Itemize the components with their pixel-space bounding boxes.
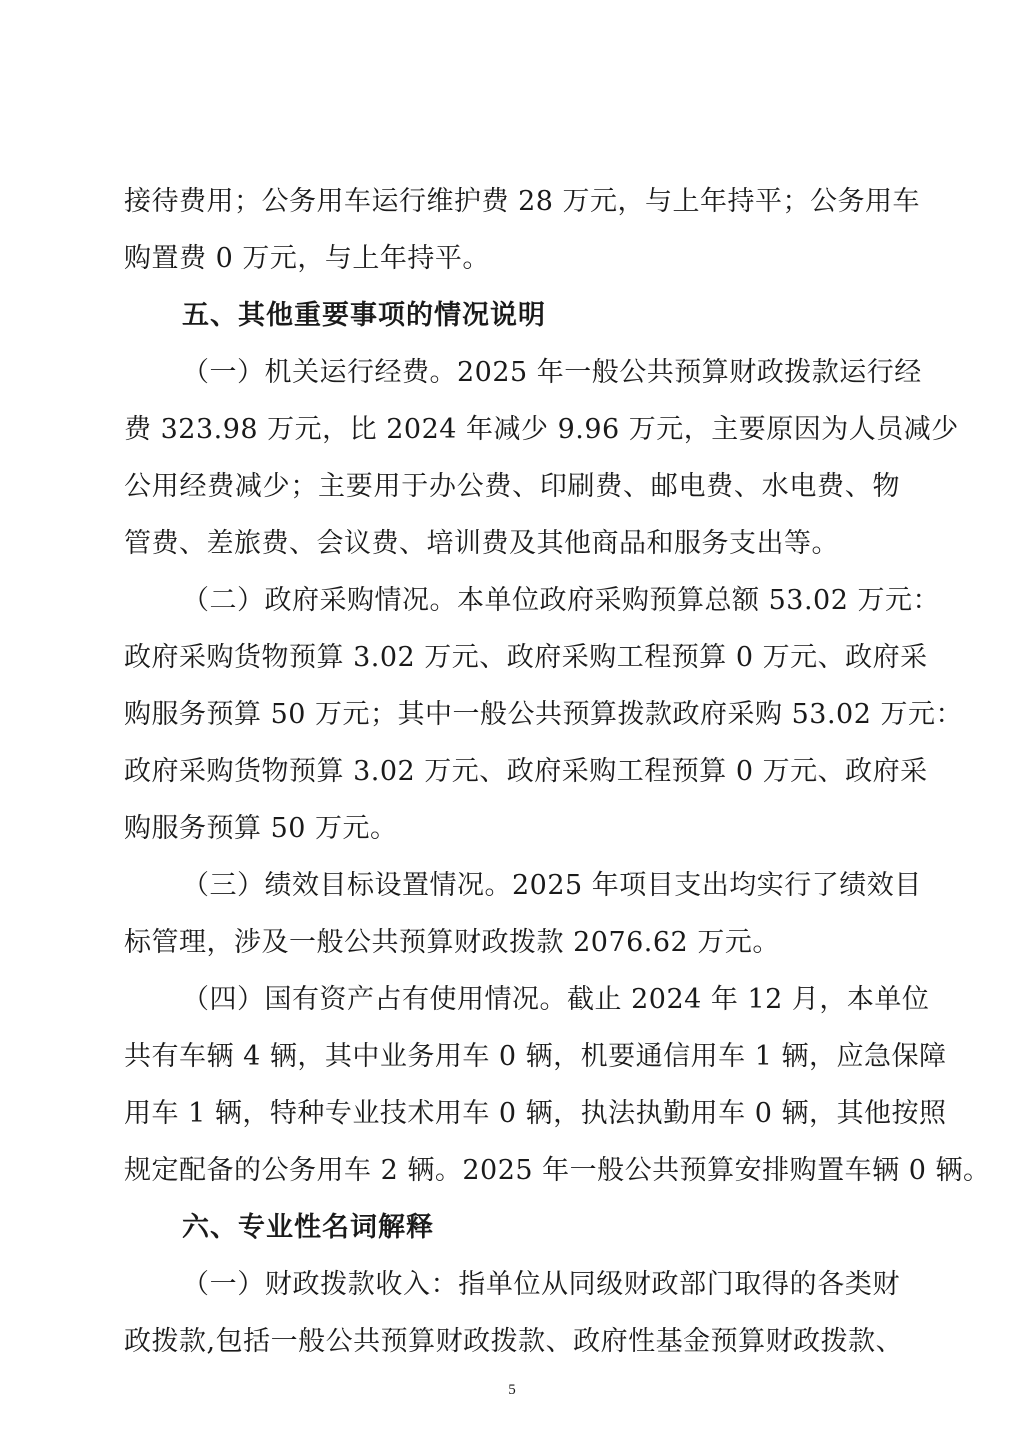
section-heading-5: 五、其他重要事项的情况说明	[182, 300, 546, 331]
text-line: （四）国有资产占有使用情况。截止 2024 年 12 月，本单位	[182, 984, 930, 1015]
text-line: 政拨款,包括一般公共预算财政拨款、政府性基金预算财政拨款、	[124, 1326, 904, 1357]
text-line: （一）财政拨款收入：指单位从同级财政部门取得的各类财	[182, 1269, 900, 1300]
text-line: 标管理，涉及一般公共预算财政拨款 2076.62 万元。	[124, 927, 780, 958]
text-line: （三）绩效目标设置情况。2025 年项目支出均实行了绩效目	[182, 870, 922, 901]
page-number: 5	[508, 1382, 516, 1398]
text-line: （二）政府采购情况。本单位政府采购预算总额 53.02 万元：	[182, 585, 940, 616]
text-line: 管费、差旅费、会议费、培训费及其他商品和服务支出等。	[124, 528, 839, 559]
text-line: 规定配备的公务用车 2 辆。2025 年一般公共预算安排购置车辆 0 辆。	[124, 1155, 991, 1186]
text-line: 接待费用；公务用车运行维护费 28 万元，与上年持平；公务用车	[124, 186, 921, 217]
text-line: （一）机关运行经费。2025 年一般公共预算财政拨款运行经	[182, 357, 922, 388]
text-line: 公用经费减少；主要用于办公费、印刷费、邮电费、水电费、物	[124, 471, 900, 502]
text-line: 购置费 0 万元，与上年持平。	[124, 243, 490, 274]
text-line: 费 323.98 万元，比 2024 年减少 9.96 万元，主要原因为人员减少	[124, 414, 959, 445]
text-line: 政府采购货物预算 3.02 万元、政府采购工程预算 0 万元、政府采	[124, 756, 928, 787]
section-heading-6: 六、专业性名词解释	[182, 1212, 434, 1243]
text-line: 购服务预算 50 万元；其中一般公共预算拨款政府采购 53.02 万元：	[124, 699, 963, 730]
text-line: 共有车辆 4 辆，其中业务用车 0 辆，机要通信用车 1 辆，应急保障	[124, 1041, 947, 1072]
text-line: 用车 1 辆，特种专业技术用车 0 辆，执法执勤用车 0 辆，其他按照	[124, 1098, 947, 1129]
text-line: 购服务预算 50 万元。	[124, 813, 398, 844]
text-line: 政府采购货物预算 3.02 万元、政府采购工程预算 0 万元、政府采	[124, 642, 928, 673]
